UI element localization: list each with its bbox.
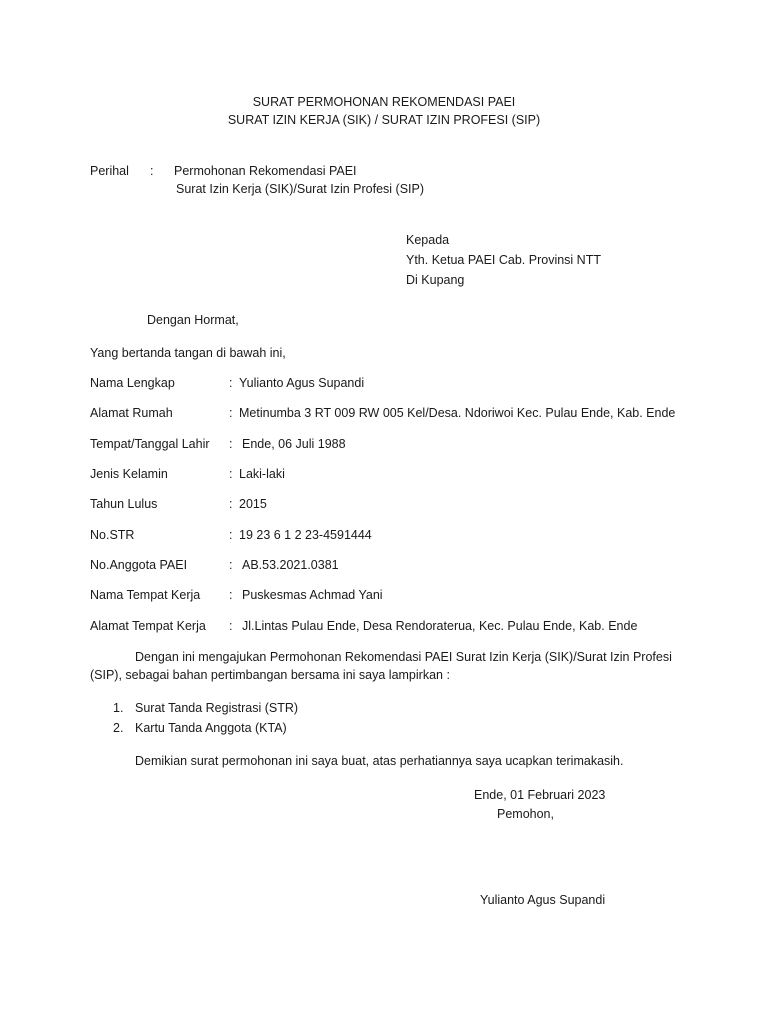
field-label: Tahun Lulus [90, 497, 158, 511]
field-value: Metinumba 3 RT 009 RW 005 Kel/Desa. Ndoriwoi Kec. Pulau Ende, Kab. Ende [239, 406, 676, 420]
perihal-label: Perihal [90, 164, 129, 178]
list-item-text: Kartu Tanda Anggota (KTA) [135, 721, 287, 735]
list-item-number: 2. [113, 721, 124, 735]
body-paragraph-line2: (SIP), sebagai bahan pertimbangan bersama ini saya lampirkan : [90, 668, 450, 682]
field-value: Yulianto Agus Supandi [239, 376, 365, 390]
field-value: 19 23 6 1 2 23-4591444 [239, 528, 372, 542]
field-label: Alamat Rumah [90, 406, 173, 420]
field-label: No.STR [90, 528, 135, 542]
field-label: Nama Lengkap [90, 376, 175, 390]
field-colon: : [229, 406, 233, 420]
recipient-line1: Kepada [406, 233, 450, 247]
field-label: Tempat/Tanggal Lahir [90, 437, 210, 451]
field-value: Jl.Lintas Pulau Ende, Desa Rendoraterua, Kec. Pulau Ende, Kab. Ende [242, 619, 638, 633]
field-colon: : [229, 558, 233, 572]
field-colon: : [229, 376, 233, 390]
document-title-line1: SURAT PERMOHONAN REKOMENDASI PAEI [252, 95, 516, 109]
body-paragraph-line1: Dengan ini mengajukan Permohonan Rekomendasi PAEI Surat Izin Kerja (SIK)/Surat Izin Profesi [135, 650, 672, 664]
field-value: Laki-laki [239, 467, 285, 481]
signatory-name: Yulianto Agus Supandi [480, 893, 606, 907]
field-label: Alamat Tempat Kerja [90, 619, 206, 633]
greeting: Dengan Hormat, [147, 313, 239, 327]
field-label: Jenis Kelamin [90, 467, 168, 481]
place-date: Ende, 01 Februari 2023 [474, 788, 606, 802]
recipient-line3: Di Kupang [406, 273, 465, 287]
field-value: 2015 [239, 497, 267, 511]
field-label: No.Anggota PAEI [90, 558, 188, 572]
field-colon: : [229, 588, 233, 602]
closing-text: Demikian surat permohonan ini saya buat, atas perhatiannya saya ucapkan terimakasih. [135, 754, 624, 768]
field-colon: : [229, 619, 233, 633]
perihal-colon: : [150, 164, 154, 178]
field-colon: : [229, 497, 233, 511]
recipient-line2: Yth. Ketua PAEI Cab. Provinsi NTT [406, 253, 601, 267]
list-item-number: 1. [113, 701, 124, 715]
field-colon: : [229, 437, 233, 451]
perihal-line2: Surat Izin Kerja (SIK)/Surat Izin Profesi (SIP) [176, 182, 424, 196]
field-colon: : [229, 528, 233, 542]
field-value: Ende, 06 Juli 1988 [242, 437, 346, 451]
field-label: Nama Tempat Kerja [90, 588, 201, 602]
field-value: AB.53.2021.0381 [242, 558, 339, 572]
document-title-line2: SURAT IZIN KERJA (SIK) / SURAT IZIN PROFESI (SIP) [227, 113, 541, 127]
field-colon: : [229, 467, 233, 481]
signatory-role: Pemohon, [497, 807, 554, 821]
perihal-line1: Permohonan Rekomendasi PAEI [174, 164, 357, 178]
list-item-text: Surat Tanda Registrasi (STR) [135, 701, 299, 715]
field-value: Puskesmas Achmad Yani [242, 588, 383, 602]
intro-text: Yang bertanda tangan di bawah ini, [90, 346, 286, 360]
